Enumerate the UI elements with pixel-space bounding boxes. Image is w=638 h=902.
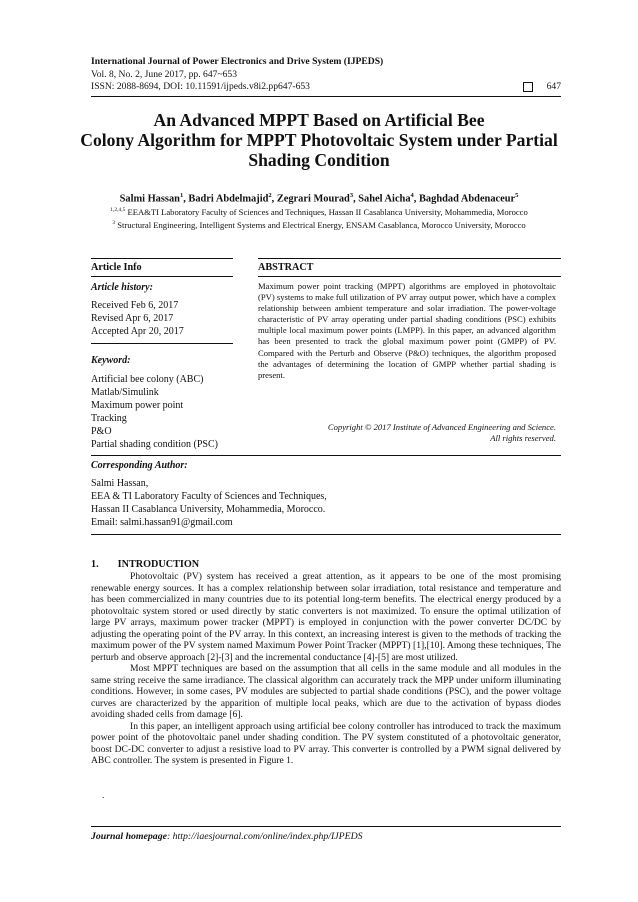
- footer-divider: [91, 826, 561, 827]
- author-affil-mark: 2: [268, 192, 272, 199]
- affiliation-mark: 3: [112, 220, 116, 226]
- article-history: [91, 299, 241, 338]
- copyright-line: All rights reserved.: [490, 433, 556, 444]
- keyword: P&O: [91, 426, 112, 438]
- keyword: Maximum power point: [91, 400, 184, 412]
- stray-mark: .: [102, 790, 105, 801]
- affiliation: [70, 205, 568, 218]
- affiliation-text: EEA&TI Laboratory Faculty of Sciences and Techniques, Hassan II Casablanca University, Mohammedia, Morocco: [127, 206, 528, 217]
- history-entry: Received Feb 6, 2017: [91, 300, 179, 311]
- section-rule: [91, 276, 233, 277]
- author-affil-mark: 1: [179, 192, 184, 199]
- article-info-heading: Article Info: [91, 262, 142, 273]
- title-line: Colony Algorithm for MPPT Photovoltaic System under Partial: [80, 130, 558, 150]
- abstract-text: Maximum power point tracking (MPPT) algorithms are employed in photovoltaic (PV) systems to make full utilization of PV array output power, which have a complex relationship between ambient temperature and solar irradiation. The power-voltage characteristic of PV array operating under partial shading conditions (PSC) exhibits multiple local maximum power points (LMPP). In this paper, an advanced algorithm has been presented to track the global maximum power point (GMPP) of PV. Compared with the Perturb and Observe (P&O) techniques, the algorithm proposed the advantages of determining the location of GMPP whether partial shading is present.: [258, 281, 556, 380]
- page-number: 647: [546, 81, 561, 92]
- keyword: Tracking: [91, 413, 127, 425]
- affiliation-text: Structural Engineering, Intelligent Systems and Electrical Energy, ENSAM Casablanca, Morocco University, Morocco: [117, 219, 526, 230]
- corresponding-line: Salmi Hassan,: [91, 478, 149, 489]
- title-line: An Advanced MPPT Based on Artificial Bee: [153, 110, 485, 130]
- journal-title: International Journal of Power Electronics and Drive System (IJPEDS): [91, 56, 384, 67]
- keyword-list: [91, 373, 251, 452]
- corresponding-author: [91, 477, 391, 529]
- affiliation-mark: 1,2,4,5: [110, 207, 126, 213]
- abstract-heading: ABSTRACT: [258, 262, 314, 273]
- header-divider: [91, 96, 561, 97]
- section-rule: [91, 455, 561, 456]
- section-rule: [91, 343, 233, 344]
- paragraph: Most MPPT techniques are based on the assumption that all cells in the same module and all modules in the same string receive the same irradiance. The classical algorithm can accurately track the MPP under uniform illuminating conditions. However, in some cases, PV modules are subjected to partial shade conditions (PSC), and the power voltage curves are characterized by the apparition of multiple local peaks, which are due to the activation of bypass diodes avoiding shaded cells from damage [6].: [91, 663, 561, 720]
- author-affil-mark: 3: [349, 192, 354, 199]
- author-affil-mark: 5: [515, 192, 519, 199]
- section-title: INTRODUCTION: [117, 559, 200, 570]
- title-line: Shading Condition: [248, 150, 390, 170]
- journal-header: [91, 56, 561, 94]
- keyword: Partial shading condition (PSC): [91, 439, 218, 451]
- copyright-notice: [258, 422, 556, 445]
- corresponding-line: Email: salmi.hassan91@gmail.com: [91, 517, 233, 529]
- section-heading: [91, 559, 199, 570]
- homepage-label: Journal homepage: [91, 831, 167, 842]
- author-name: Badri Abdelmajid: [188, 193, 269, 205]
- volume-info: Vol. 8, No. 2, June 2017, pp. 647~653: [91, 68, 237, 80]
- author-list: Salmi Hassan$^1$, Badri Abdelmajid$^2$, Zegrari Mourad$^3$, Sahel Aicha$^4$, Baghdad Abdenaceur$^5$: [119, 192, 519, 205]
- keyword: Matlab/Simulink: [91, 387, 159, 399]
- paragraph: Photovoltaic (PV) system has received a great attention, as it appears to be one of the most promising renewable energy sources. It has a complex relationship between solar irradiation, total resistance and temperature and has been commercialized in many countries due to its potential long-term benefits. The electrical energy produced by a photovoltaic system stored or used directly by static converters is not maximized. To ensure the optimal utilization of large PV arrays, maximum power tracker (MPPT) is employed in conjunction with the power converter DC/DC by adjusting the operating point of the PV array. In this context, an increasing interest is given to the methods of tracking the maximum power of the PV system named Maximum Power Point Tracker (MPPT) [1],[10]. Among these techniques, The perturb and observe approach [2]-[3] and the incremental conductance [4]-[5] are most utilized.: [91, 571, 561, 663]
- section-rule: [258, 276, 561, 277]
- homepage-url[interactable]: : http://iaesjournal.com/online/index.php/IJPEDS: [166, 831, 363, 842]
- author-name: Zegrari Mourad: [276, 193, 350, 205]
- corresponding-line: EEA & TI Laboratory Faculty of Sciences and Techniques,: [91, 491, 327, 503]
- history-entry: Revised Apr 6, 2017: [91, 313, 174, 325]
- author-name: Sahel Aicha: [358, 193, 411, 205]
- paragraph: In this paper, an intelligent approach using artificial bee colony controller has introduced to track the maximum power point of the photovoltaic panel under shading condition. The PV system constituted of a photovoltaic generator, boost DC-DC converter to adjust a resistive load to PV array. This converter is controlled by a PWM signal delivered by ABC controller. The system is presented in Figure 1.: [91, 720, 561, 766]
- section-number: 1.: [91, 559, 99, 570]
- affiliation: [70, 218, 568, 231]
- introduction-body: [91, 571, 561, 767]
- section-rule: [91, 258, 233, 259]
- author-affil-mark: 4: [410, 192, 414, 199]
- copyright-line: Copyright © 2017 Institute of Advanced Engineering and Science.: [327, 422, 556, 432]
- issn-doi: ISSN: 2088-8694, DOI: 10.11591/ijpeds.v8i2.pp647-653: [91, 81, 310, 92]
- history-entry: Accepted Apr 20, 2017: [91, 326, 184, 338]
- keyword-heading: Keyword:: [91, 355, 131, 366]
- journal-homepage: [91, 831, 363, 842]
- author-name: Salmi Hassan: [119, 193, 180, 205]
- section-rule: [258, 258, 561, 259]
- article-history-heading: Article history:: [91, 282, 153, 293]
- corresponding-heading: Corresponding Author:: [91, 460, 188, 471]
- corresponding-line: Hassan II Casablanca University, Mohammedia, Morocco.: [91, 504, 326, 516]
- section-rule: [91, 534, 561, 535]
- square-icon: [523, 82, 533, 92]
- keyword: Artificial bee colony (ABC): [91, 374, 204, 385]
- paper-title: [60, 110, 578, 170]
- author-name: Baghdad Abdenaceur: [419, 193, 516, 205]
